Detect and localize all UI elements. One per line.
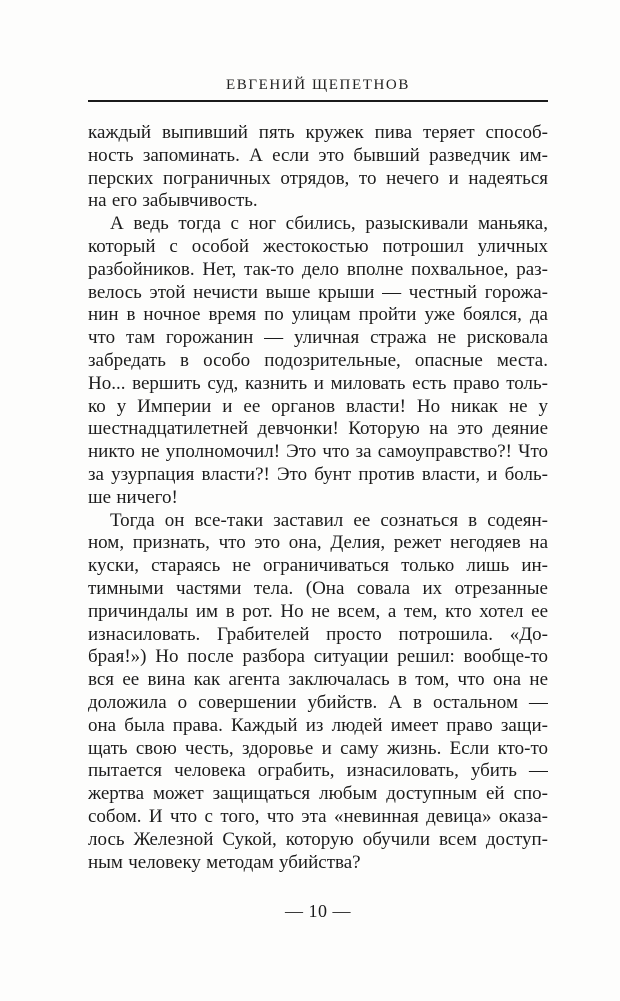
text-line: который с особой жестокостью потрошил уличных	[88, 235, 548, 257]
text-line: что там горожанин — уличная стража не рисковала	[88, 327, 548, 349]
text-line: лось Железной Сукой, которую обучили всем доступ-	[88, 828, 548, 850]
text-line: на его забывчивость.	[88, 190, 258, 212]
text-line: ном, признать, что это она, Делия, режет негодяев на	[88, 532, 548, 554]
text-line: каждый выпивший пять кружек пива теряет способ-	[88, 122, 548, 143]
text-line: нин в ночное время по улицам пройти уже боялся, да	[88, 304, 548, 326]
text-line: собом. И что с того, что эта «невинная девица» оказа-	[88, 805, 548, 827]
text-line: Но... вершить суд, казнить и миловать есть право толь-	[88, 372, 548, 394]
page-body	[88, 122, 548, 874]
text-line: забредать в особо подозрительные, опасные места.	[88, 349, 548, 371]
text-line: шестнадцатилетней девчонки! Которую на это деяние	[88, 418, 548, 440]
text-line: куски, стараясь не ограничиваться только лишь ин-	[88, 555, 548, 577]
text-line: никто не уполномочил! Это что за самоуправство?! Что	[88, 441, 548, 463]
page-number: — 10 —	[285, 901, 351, 922]
text-line: велось этой нечисти выше крыши — честный горожа-	[88, 281, 548, 303]
text-line: ным человеку методам убийства?	[88, 851, 361, 873]
text-line: за узурпация власти?! Это бунт против власти, и боль-	[88, 463, 548, 485]
text-line: ко у Империи и ее органов власти! Но никак не у	[88, 395, 548, 417]
text-line: доложила о совершении убийств. А в остальном —	[88, 691, 548, 713]
text-line: вся ее вина как агента заключалась в том, что она не	[88, 669, 548, 691]
text-line: щать свою честь, здоровье и саму жизнь. Если кто-то	[88, 737, 548, 759]
text-line: брая!») Но после разбора ситуации решил: вообще-то	[88, 646, 548, 668]
text-line: жертва может защищаться любым доступным ей спо-	[88, 783, 548, 805]
text-line: тимными частями тела. (Она совала их отрезанные	[88, 577, 548, 599]
text-line: ше ничего!	[88, 486, 178, 508]
text-line: Тогда он все-таки заставил ее сознаться в содеян-	[110, 509, 548, 531]
text-line: А ведь тогда с ног сбились, разыскивали маньяка,	[110, 213, 548, 235]
text-line: ность запоминать. А если это бывший разведчик им-	[88, 144, 548, 166]
text-line: пытается человека ограбить, изнасиловать, убить —	[88, 760, 548, 782]
header-rule	[88, 100, 548, 102]
text-line: она была права. Каждый из людей имеет право защи-	[88, 714, 548, 736]
text-line: разбойников. Нет, так-то дело вполне похвальное, раз-	[88, 258, 548, 280]
running-header-author: ЕВГЕНИЙ ЩЕПЕТНОВ	[226, 77, 410, 93]
text-line: перских пограничных отрядов, то нечего и надеяться	[88, 167, 548, 189]
text-line: причиндалы им в рот. Но не всем, а тем, кто хотел ее	[88, 600, 548, 622]
text-line: изнасиловать. Грабителей просто потрошила. «До-	[88, 623, 548, 645]
